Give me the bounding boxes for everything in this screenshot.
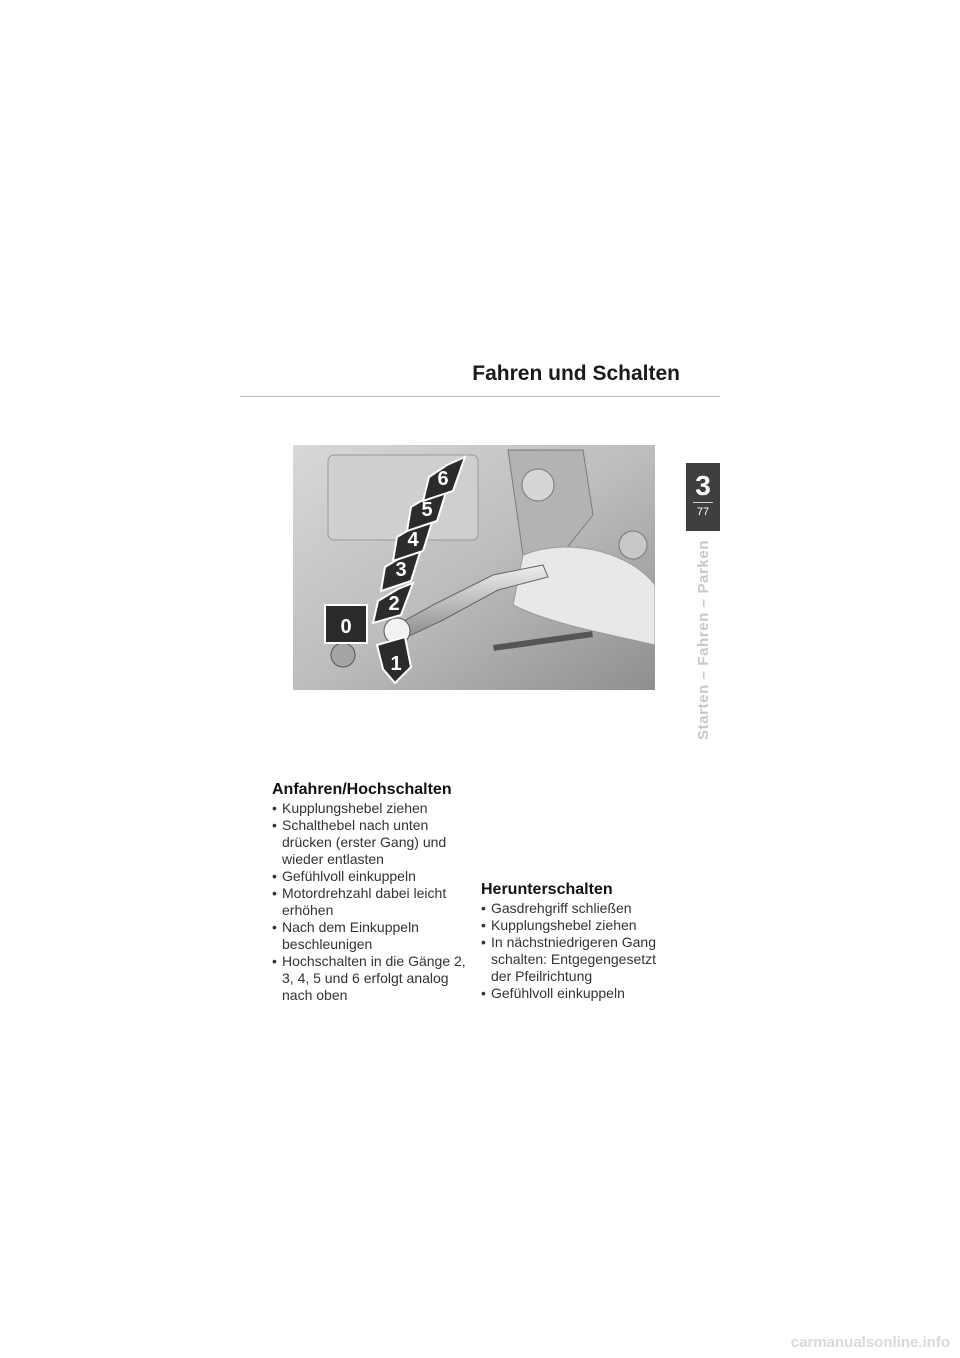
upshift-step: • Motordrehzahl dabei leicht erhöhen [272,885,467,919]
gear-label-2: 2 [388,593,400,615]
gear-label-4: 4 [407,529,419,551]
gear-label-5: 5 [421,499,433,521]
upshift-heading: Anfahren/Hochschalten [272,781,452,798]
upshift-steps [272,800,467,1004]
gear-label-0: 0 [340,616,352,638]
title-divider [240,396,720,397]
upshift-step: • Hochschalten in die Gänge 2, 3, 4, 5 und 6 erfolgt analog nach oben [272,953,467,1004]
gear-shift-figure [293,445,655,690]
downshift-step: • Kupplungshebel ziehen [481,917,676,934]
page-number: 77 [696,506,710,518]
downshift-step: • In nächstniedrigeren Gang schalten: Entgegengesetzt der Pfeilrichtung [481,934,676,985]
upshift-step: • Schalthebel nach unten drücken (erster Gang) und wieder entlasten [272,817,467,868]
downshift-steps [481,900,676,1002]
frame-bolt [522,469,554,501]
downshift-heading: Herunterschalten [481,881,613,898]
page-title: Fahren und Schalten [472,362,680,385]
upshift-section [272,780,467,1004]
upshift-step: • Gefühlvoll einkuppeln [272,868,467,885]
frame-bolt [619,531,647,559]
lower-bolt [331,643,355,667]
upshift-step: • Kupplungshebel ziehen [272,800,467,817]
gear-label-6: 6 [437,468,449,490]
downshift-section [481,880,676,1002]
downshift-step: • Gefühlvoll einkuppeln [481,985,676,1002]
watermark: carmanualsonline.info [790,1334,950,1351]
downshift-step: • Gasdrehgriff schließen [481,900,676,917]
gear-label-1: 1 [390,653,402,675]
chapter-side-label: Starten – Fahren – Parken [695,539,712,740]
gear-label-3: 3 [395,559,407,581]
chapter-divider [693,502,713,503]
chapter-tab [686,463,720,531]
upshift-step: • Nach dem Einkuppeln beschleunigen [272,919,467,953]
chapter-number: 3 [695,470,711,501]
